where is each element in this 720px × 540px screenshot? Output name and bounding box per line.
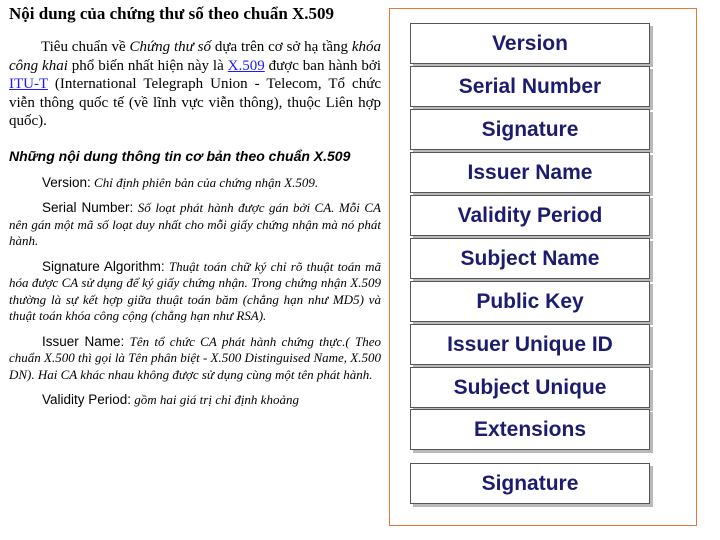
field-name: Issuer Name: — [42, 333, 125, 349]
box-issuer-unique-id: Issuer Unique ID — [410, 324, 650, 365]
intro-text-2: dựa trên cơ sở hạ tầng — [211, 39, 352, 55]
field-desc-validity — [9, 392, 381, 409]
intro-text-4: được ban hành bởi — [264, 57, 382, 74]
field-name: Validity Period: — [42, 392, 132, 407]
intro-text-1: Tiêu chuẩn về — [41, 39, 130, 55]
section-subheading: Những nội dung thông tin cơ bản theo chuẩn X.509 — [9, 147, 351, 164]
intro-text-5: (International Telegraph Union - Telecom, Tổ chức viễn thông quốc tế (về lĩnh vực viễn thông), thuộc Liên hợp quốc). — [9, 76, 381, 129]
box-subject-unique: Subject Unique — [410, 367, 650, 408]
text-column — [9, 4, 381, 418]
field-desc-version — [9, 175, 381, 192]
box-serial-number: Serial Number — [410, 66, 650, 107]
box-version: Version — [410, 23, 650, 64]
page-title: Nội dung của chứng thư số theo chuẩn X.509 — [9, 4, 335, 23]
field-desc-issuer-name — [9, 334, 381, 384]
field-text: Số loạt phát hành được gán bởi CA. Mỗi CA nên gán một mã số loạt duy nhất cho mỗi giấy chứng nhận mà nó phát hành. — [9, 200, 381, 248]
intro-paragraph — [9, 38, 381, 131]
field-text: Tên tổ chức CA phát hành chứng thực.( Theo chuẩn X.500 thì gọi là Tên phân biệt - X.500 Distinguised Name, X.500 DN). Hai CA khác nhau không được sử dụng cùng một tên phát hành. — [9, 333, 381, 382]
box-public-key: Public Key — [410, 281, 650, 322]
field-text: gồm hai giá trị chỉ định khoảng — [131, 392, 299, 407]
field-desc-serial — [9, 200, 381, 250]
x509-link[interactable]: X.509 — [227, 57, 265, 74]
box-signature: Signature — [410, 109, 650, 150]
field-name: Serial Number: — [42, 200, 134, 215]
box-extensions: Extensions — [410, 409, 650, 450]
field-name: Version: — [42, 174, 91, 190]
certificate-structure-diagram — [389, 8, 697, 526]
box-subject-name: Subject Name — [410, 238, 650, 279]
box-validity-period: Validity Period — [410, 195, 650, 236]
field-text: Thuật toán chữ ký chỉ rõ thuật toán mã hóa được CA sử dụng để ký giấy chứng nhận. Trong chứng nhận X.509 thường là sự kết hợp giữa thuật toán băm (chẳng hạn như MD5) và thuật toán khóa công cộng (chẳng hạn như RSA). — [9, 258, 381, 323]
field-desc-signature-algorithm — [9, 259, 381, 325]
box-signature-final: Signature — [410, 463, 650, 504]
intro-text-3: phổ biến nhất hiện này là — [67, 57, 228, 74]
intro-cert-term: Chứng thư số — [129, 39, 212, 55]
field-name: Signature Algorithm: — [42, 258, 165, 274]
box-issuer-name: Issuer Name — [410, 152, 650, 193]
intro-pki-term: khóa công khai — [9, 39, 382, 74]
field-text: Chỉ định phiên bản của chứng nhận X.509. — [90, 174, 319, 190]
itu-t-link[interactable]: ITU-T — [9, 76, 48, 92]
